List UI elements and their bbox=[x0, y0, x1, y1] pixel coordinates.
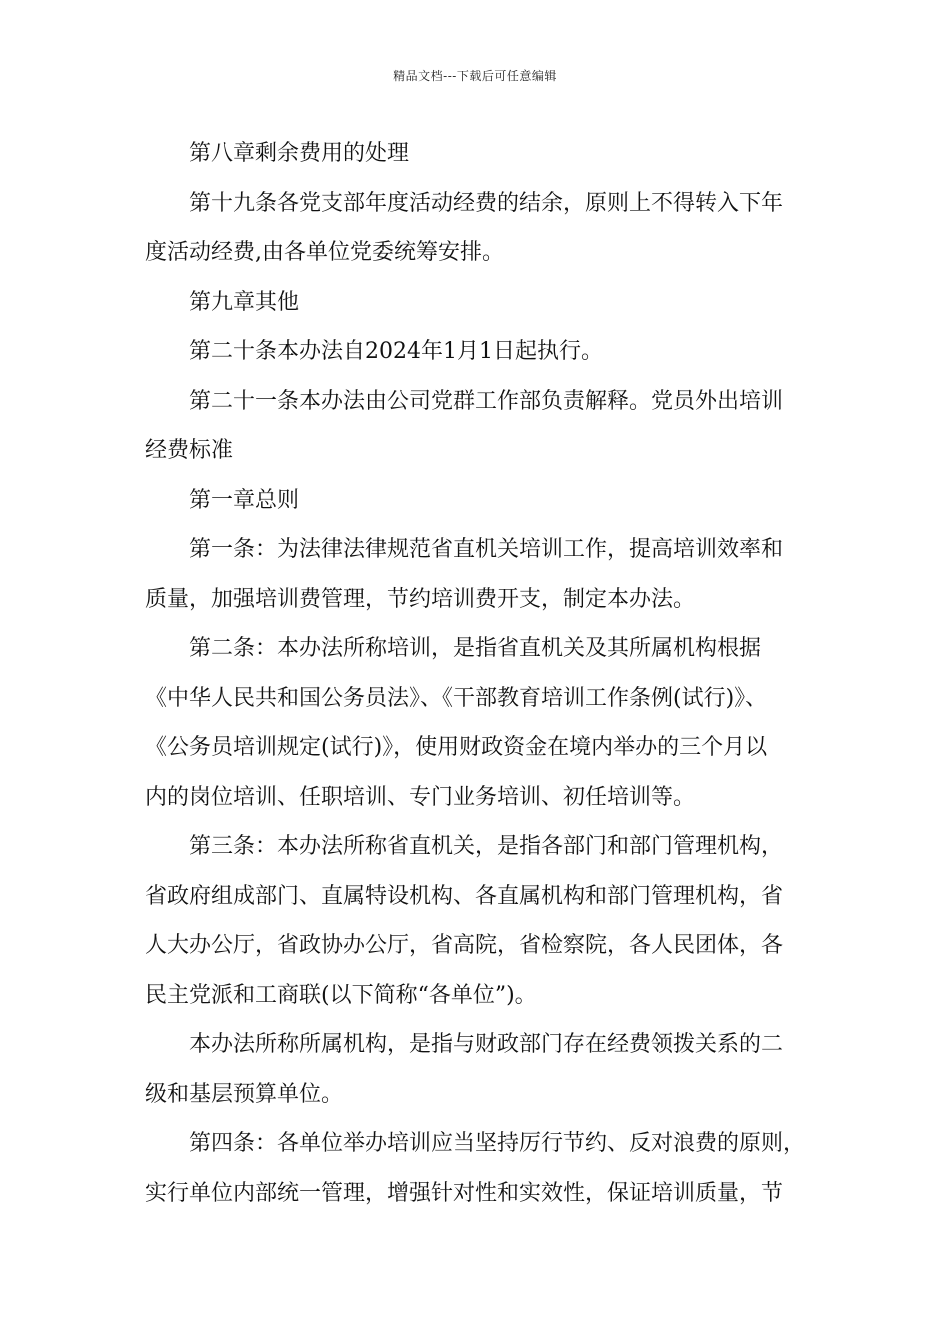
text-line: 度活动经费,由各单位党委统筹安排。 bbox=[145, 240, 504, 265]
text-line: 质量，加强培训费管理，节约培训费开支，制定本办法。 bbox=[145, 586, 696, 612]
text-line: 内的岗位培训、任职培训、专门业务培训、初任培训等。 bbox=[145, 784, 696, 810]
text-line: 民主党派和工商联(以下简称“各单位”)。 bbox=[145, 982, 537, 1008]
text-line: 省政府组成部门、直属特设机构、各直属机构和部门管理机构，省 bbox=[145, 883, 784, 909]
page-header: 精品文档---下载后可任意编辑 bbox=[393, 69, 557, 83]
text-line: 实行单位内部统一管理，增强针对性和实效性，保证培训质量，节 bbox=[145, 1180, 784, 1206]
text-line: 第九章其他 bbox=[189, 289, 300, 315]
text-line: 第二十条本办法自2024年1月1日起执行。 bbox=[189, 339, 603, 364]
text-line: 第二十一条本办法由公司党群工作部负责解释。党员外出培训 bbox=[189, 388, 784, 414]
text-line: 第八章剩余费用的处理 bbox=[189, 141, 410, 166]
text-line: 第二条：本办法所称培训，是指省直机关及其所属机构根据 bbox=[189, 636, 762, 661]
text-line: 第一章总则 bbox=[189, 487, 300, 513]
document-body bbox=[145, 129, 813, 1218]
text-line: 第三条：本办法所称省直机关，是指各部门和部门管理机构， bbox=[189, 834, 784, 859]
text-line: 人大办公厅，省政协办公厅，省高院，省检察院，各人民团体，各 bbox=[145, 933, 784, 958]
text-line: 经费标准 bbox=[145, 438, 234, 463]
text-line: 第四条：各单位举办培训应当坚持厉行节约、反对浪费的原则， bbox=[189, 1131, 806, 1156]
text-line: 级和基层预算单位。 bbox=[145, 1081, 344, 1107]
text-line: 《中华人民共和国公务员法》、《干部教育培训工作条例(试行)》、 bbox=[145, 685, 768, 711]
text-line: 第一条：为法律法律规范省直机关培训工作，提高培训效率和 bbox=[189, 537, 784, 562]
text-line: 本办法所称所属机构，是指与财政部门存在经费领拨关系的二 bbox=[189, 1032, 784, 1057]
text-line: 第十九条各党支部年度活动经费的结余，原则上不得转入下年 bbox=[189, 190, 784, 216]
text-line: 《公务员培训规定(试行)》，使用财政资金在境内举办的三个月以 bbox=[145, 735, 768, 760]
